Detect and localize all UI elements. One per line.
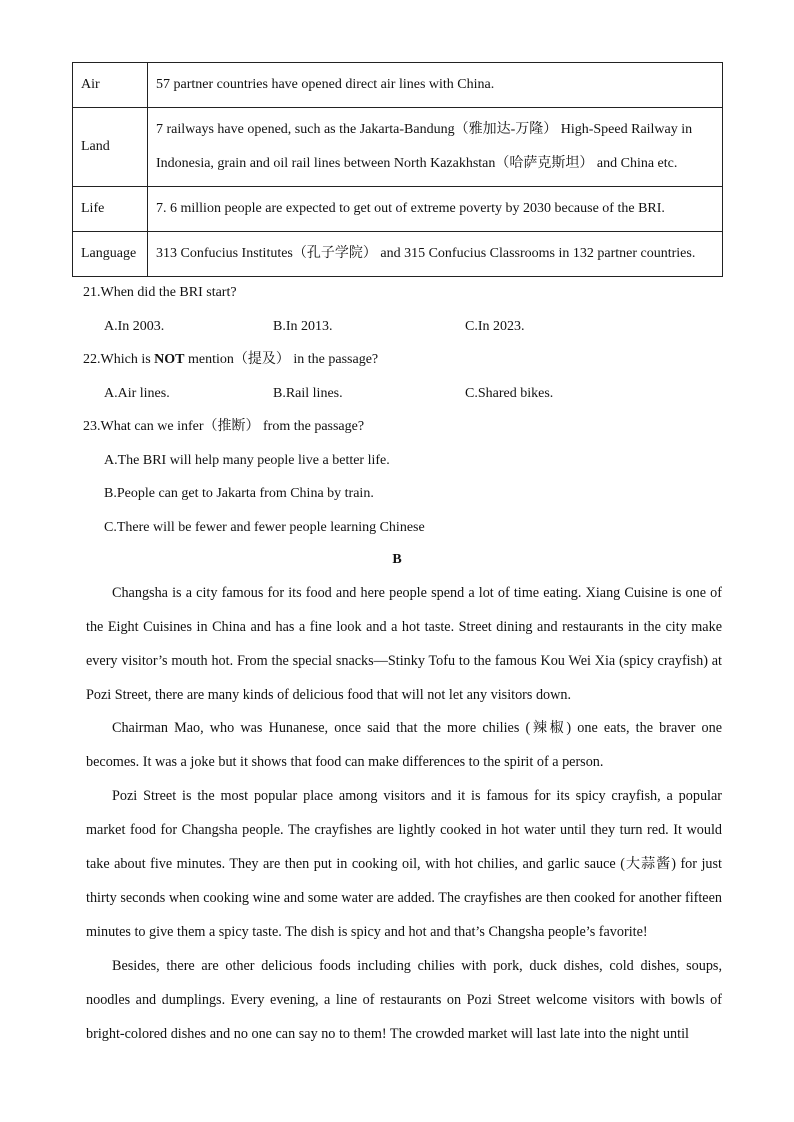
passage-paragraph-1-text: Changsha is a city famous for its food and here people spend a lot of time eating. Xiang Cuisine is one of the Eight Cuisines in China and has a fine look and a hot taste. Street dining and restaurants in the city make every visitor’s mouth hot. From the special snacks—Stinky Tofu to the famous Kou Wei Xia (spicy crayfish) at Pozi Street, there are many kinds of delicious food that will not let any visitors down.	[86, 585, 722, 703]
passage-paragraph-2	[86, 711, 722, 779]
passage-paragraph-4-text: Besides, there are other delicious foods including chilies with pork, duck dishes, cold dishes, soups, noodles and dumplings. Every evening, a line of restaurants on Pozi Street welcome visitors with bowls of bright-colored dishes and no one can say no to them! The crowded market will last late into the night until	[86, 958, 722, 1042]
question-21-option-a[interactable]: A.In 2003.	[104, 319, 165, 334]
question-23-option-b[interactable]: B.People can get to Jakarta from China by train.	[104, 486, 374, 501]
bri-info-table	[72, 62, 723, 277]
question-22-stem-start: 22.Which is	[83, 352, 155, 367]
table-value-cell: 7 railways have opened, such as the Jakarta-Bandung（雅加达-万隆） High-Speed Railway in Indonesia, grain and oil rail lines between North Kazakhstan（哈萨克斯坦） and China etc.	[148, 108, 723, 187]
table-row	[73, 63, 723, 108]
question-22-stem-emphasis: NOT	[154, 352, 185, 367]
passage-paragraph-2-text: Chairman Mao, who was Hunanese, once said that the more chilies (辣椒) one eats, the braver one becomes. It was a joke but it shows that food can make differences to the spirit of a person.	[86, 720, 722, 770]
question-21-option-c[interactable]: C.In 2023.	[465, 319, 525, 334]
question-22-stem-end: mention（提及） in the passage?	[184, 352, 379, 367]
question-23-stem: 23.What can we infer（推断） from the passage?	[83, 419, 365, 434]
table-key-cell: Land	[73, 108, 148, 187]
table-value-cell: 313 Confucius Institutes（孔子学院） and 315 Confucius Classrooms in 132 partner countries.	[148, 232, 723, 277]
question-22-stem	[83, 351, 378, 369]
question-21-option-b[interactable]: B.In 2013.	[273, 319, 333, 334]
section-b-heading: B	[392, 552, 402, 567]
question-23-option-c[interactable]: C.There will be fewer and fewer people learning Chinese	[104, 520, 425, 535]
passage-paragraph-1	[86, 576, 722, 712]
question-22-option-b[interactable]: B.Rail lines.	[273, 386, 343, 401]
table-key-cell: Life	[73, 187, 148, 232]
passage-paragraph-3	[86, 779, 722, 949]
question-23-option-a[interactable]: A.The BRI will help many people live a better life.	[104, 453, 390, 468]
table-row	[73, 232, 723, 277]
table-value-cell: 7. 6 million people are expected to get out of extreme poverty by 2030 because of the BRI.	[148, 187, 723, 232]
question-22-option-a[interactable]: A.Air lines.	[104, 386, 170, 401]
table-key-cell: Language	[73, 232, 148, 277]
question-21-stem: 21.When did the BRI start?	[83, 285, 237, 300]
passage-paragraph-4	[86, 949, 722, 1051]
table-value-cell: 57 partner countries have opened direct air lines with China.	[148, 63, 723, 108]
passage-paragraph-3-text: Pozi Street is the most popular place among visitors and it is famous for its spicy crayfish, a popular market food for Changsha people. The crayfishes are lightly cooked in hot water until they turn red. It would take about five minutes. They are then put in cooking oil, with hot chilies, and garlic sauce (大蒜酱) for just thirty seconds when cooking wine and some water are added. The crayfishes are then cooked for another fifteen minutes to give them a spicy taste. The dish is spicy and hot and that’s Changsha people’s favorite!	[86, 788, 722, 940]
table-row	[73, 108, 723, 187]
table-row	[73, 187, 723, 232]
table-key-cell: Air	[73, 63, 148, 108]
question-22-option-c[interactable]: C.Shared bikes.	[465, 386, 554, 401]
